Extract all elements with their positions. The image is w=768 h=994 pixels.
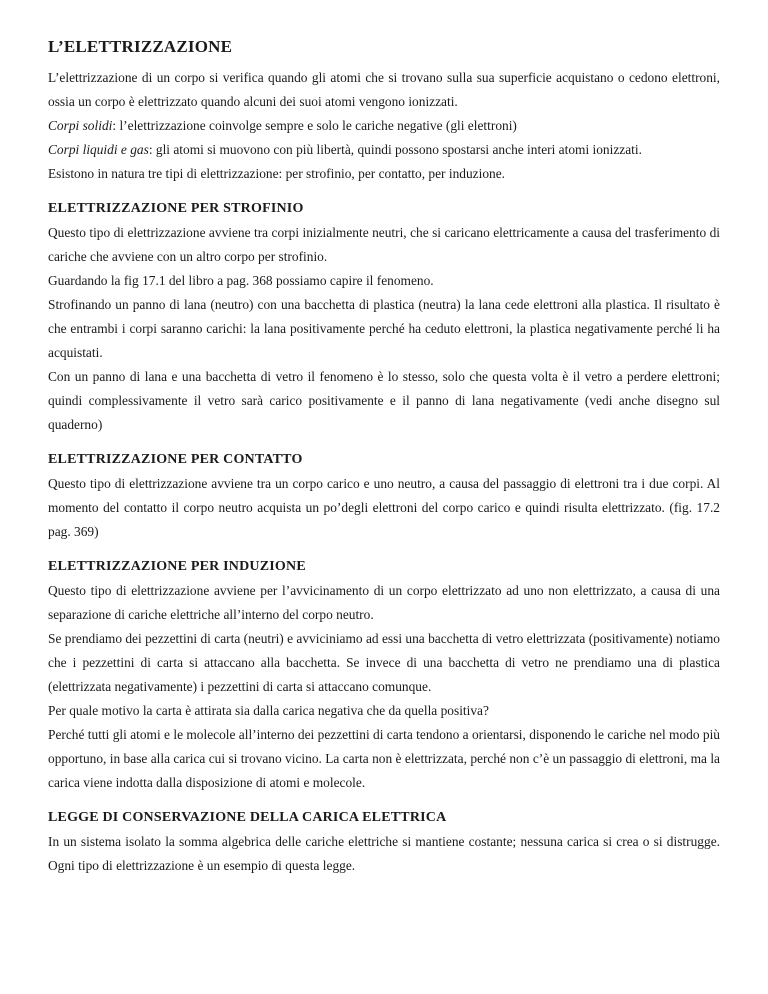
contatto-paragraph-1: Questo tipo di elettrizzazione avviene tra un corpo carico e uno neutro, a causa del passaggio di elettroni tra i due corpi. Al momento del contatto il corpo neutro acquista un po’degli elettroni del corpo carico e quindi risulta elettrizzato. (fig. 17.2 pag. 369): [48, 476, 720, 539]
intro-paragraph-definition: L’elettrizzazione di un corpo si verifica quando gli atomi che si trovano sulla sua superficie acquistano o cedono elettroni, ossia un corpo è elettrizzato quando alcuni dei suoi atomi vengono ionizzati.: [48, 70, 720, 109]
induzione-section: [48, 557, 720, 795]
conservazione-section: [48, 808, 720, 878]
strofinio-paragraph-1: Questo tipo di elettrizzazione avviene tra corpi inizialmente neutri, che si caricano elettricamente a causa del trasferimento di cariche che avviene con un altro corpo per strofinio.: [48, 225, 720, 264]
contatto-section: [48, 450, 720, 544]
strofinio-section: [48, 199, 720, 437]
induzione-paragraph-3: Per quale motivo la carta è attirata sia dalla carica negativa che da quella positiva?: [48, 703, 489, 718]
strofinio-paragraph-4: Con un panno di lana e una bacchetta di vetro il fenomeno è lo stesso, solo che questa volta è il vetro a perdere elettroni; quindi complessivamente il vetro sarà carico positivamente e il panno di lana negativamente (vedi anche disegno sul quaderno): [48, 369, 720, 432]
strofinio-paragraph-3: Strofinando un panno di lana (neutro) con una bacchetta di plastica (neutra) la lana cede elettroni alla plastica. Il risultato è che entrambi i corpi saranno carichi: la lana positivamente perché ha ceduto elettroni, la plastica negativamente perché li ha acquistati.: [48, 297, 720, 360]
page-title: L’ELETTRIZZAZIONE: [48, 37, 233, 56]
solids-label: Corpi solidi: [48, 118, 113, 133]
contatto-heading: ELETTRIZZAZIONE PER CONTATTO: [48, 452, 303, 467]
liquids-gas-text: : gli atomi si muovono con più libertà, quindi possono spostarsi anche interi atomi ionizzati.: [148, 142, 642, 157]
intro-section: [48, 66, 720, 186]
intro-paragraph-liquids-gas: [48, 138, 720, 162]
document-page: [48, 36, 720, 878]
intro-paragraph-solids: [48, 114, 720, 138]
induzione-paragraph-1: Questo tipo di elettrizzazione avviene per l’avvicinamento di un corpo elettrizzato ad uno non elettrizzato, a causa di una separazione di cariche elettriche all’interno del corpo neutro.: [48, 583, 720, 622]
intro-paragraph-types: Esistono in natura tre tipi di elettrizzazione: per strofinio, per contatto, per induzione.: [48, 166, 505, 181]
induzione-heading: ELETTRIZZAZIONE PER INDUZIONE: [48, 559, 306, 574]
strofinio-paragraph-2: Guardando la fig 17.1 del libro a pag. 368 possiamo capire il fenomeno.: [48, 273, 434, 288]
conservazione-paragraph-1: In un sistema isolato la somma algebrica delle cariche elettriche si mantiene costante; nessuna carica si crea o si distrugge. Ogni tipo di elettrizzazione è un esempio di questa legge.: [48, 834, 720, 873]
conservazione-heading: LEGGE DI CONSERVAZIONE DELLA CARICA ELETTRICA: [48, 810, 447, 825]
solids-text: : l’elettrizzazione coinvolge sempre e solo le cariche negative (gli elettroni): [112, 118, 517, 133]
strofinio-heading: ELETTRIZZAZIONE PER STROFINIO: [48, 201, 304, 216]
liquids-gas-label: Corpi liquidi e gas: [48, 142, 149, 157]
induzione-paragraph-4: Perché tutti gli atomi e le molecole all’interno dei pezzettini di carta tendono a orientarsi, disponendo le cariche nel modo più opportuno, in base alla carica cui si trovano vicino. La carta non è elettrizzata, perché non c’è un passaggio di elettroni, ma la carica viene indotta dalla disposizione di atomi e molecole.: [48, 727, 720, 790]
induzione-paragraph-2: Se prendiamo dei pezzettini di carta (neutri) e avviciniamo ad essi una bacchetta di vetro elettrizzata (positivamente) notiamo che i pezzettini di carta si attaccano alla bacchetta. Se invece di una bacchetta di vetro ne prendiamo una di plastica (elettrizzata negativamente) i pezzettini di carta si attaccano comunque.: [48, 631, 720, 694]
